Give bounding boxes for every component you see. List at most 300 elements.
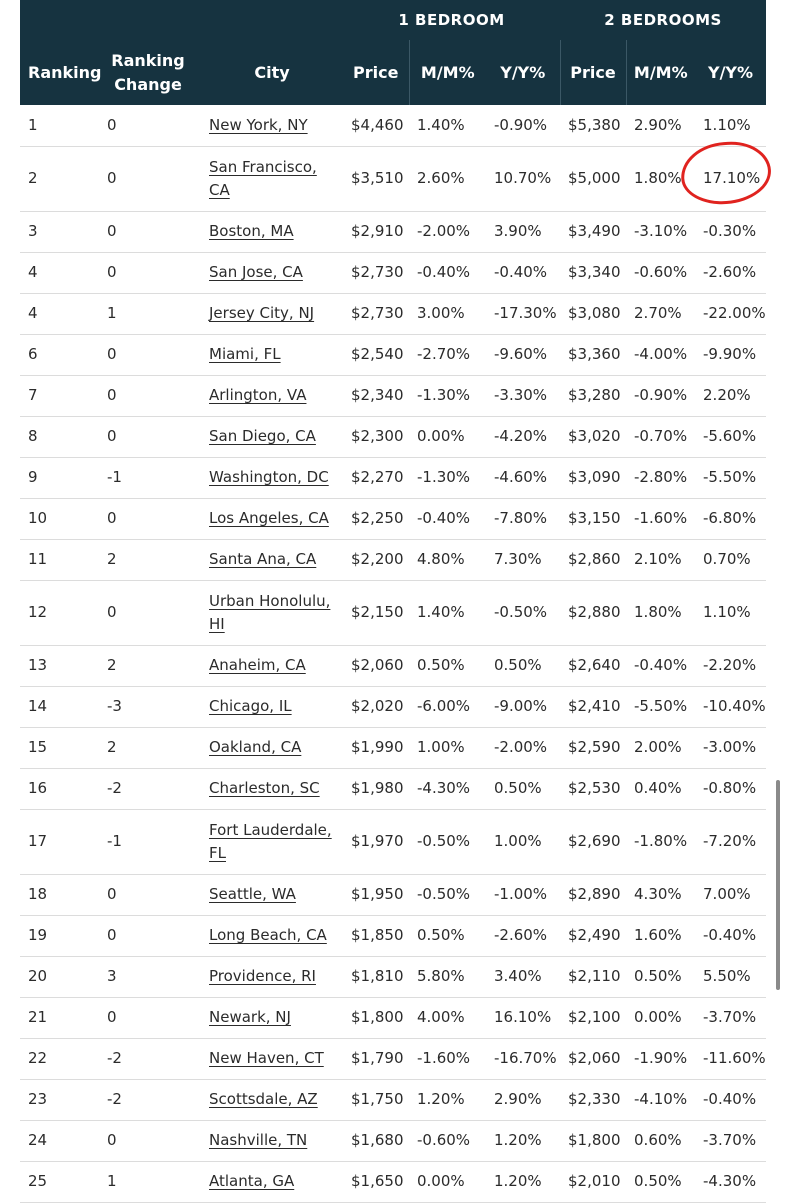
ranking-cell: 16 (20, 768, 95, 809)
price-2br-cell: $2,110 (560, 956, 626, 997)
table-row (20, 809, 766, 874)
table-row (20, 416, 766, 457)
ranking-change-cell: 0 (95, 416, 201, 457)
city-link[interactable]: Oakland, CA (209, 738, 302, 756)
city-cell (201, 293, 343, 334)
price-1br-cell: $2,540 (343, 334, 409, 375)
ranking-change-cell: -1 (95, 457, 201, 498)
mm-2br-cell: -3.10% (626, 211, 695, 252)
mm-2br-cell: 1.80% (626, 580, 695, 645)
city-cell (201, 686, 343, 727)
table-row (20, 1161, 766, 1202)
ranking-change-cell: -2 (95, 768, 201, 809)
ranking-cell: 2 (20, 146, 95, 211)
ranking-change-cell: 0 (95, 580, 201, 645)
city-link[interactable]: Nashville, TN (209, 1131, 308, 1149)
yy-2br-value: -3.70% (703, 1131, 757, 1149)
city-link[interactable]: Charleston, SC (209, 779, 320, 797)
price-2br-cell: $3,090 (560, 457, 626, 498)
city-cell (201, 1120, 343, 1161)
yy-2br-cell (695, 539, 766, 580)
city-cell (201, 416, 343, 457)
yy-2br-value: -10.40% (703, 697, 766, 715)
price-1br-cell: $1,650 (343, 1161, 409, 1202)
mm-1br-cell: -1.30% (409, 375, 486, 416)
city-cell (201, 375, 343, 416)
ranking-change-cell: 3 (95, 956, 201, 997)
table-row (20, 915, 766, 956)
mm-1br-cell: 0.50% (409, 915, 486, 956)
yy-1br-cell: 0.50% (486, 645, 560, 686)
yy-2br-cell (695, 997, 766, 1038)
ranking-change-cell: 2 (95, 645, 201, 686)
city-cell (201, 915, 343, 956)
price-1br-cell: $1,980 (343, 768, 409, 809)
city-cell (201, 1161, 343, 1202)
yy-2br-value: 1.10% (703, 603, 751, 621)
price-1br-cell: $2,020 (343, 686, 409, 727)
table-row (20, 293, 766, 334)
mm-2br-cell: -0.70% (626, 416, 695, 457)
ranking-cell: 3 (20, 211, 95, 252)
ranking-change-cell: -2 (95, 1038, 201, 1079)
price-2br-cell: $3,020 (560, 416, 626, 457)
rent-ranking-table-container (20, 0, 766, 1203)
city-link[interactable]: San Diego, CA (209, 427, 316, 445)
yy-1br-cell: 3.40% (486, 956, 560, 997)
column-header-ranking[interactable]: Ranking (20, 40, 95, 105)
yy-1br-cell: 16.10% (486, 997, 560, 1038)
price-1br-cell: $2,250 (343, 498, 409, 539)
ranking-cell: 25 (20, 1161, 95, 1202)
mm-1br-cell: 0.50% (409, 645, 486, 686)
city-link[interactable]: Arlington, VA (209, 386, 307, 404)
yy-1br-cell: -1.00% (486, 874, 560, 915)
city-link[interactable]: Boston, MA (209, 222, 294, 240)
price-1br-cell: $1,810 (343, 956, 409, 997)
vertical-scrollbar-thumb[interactable] (776, 780, 780, 990)
column-header-mm-1br[interactable]: M/M% (409, 40, 486, 105)
mm-1br-cell: -1.30% (409, 457, 486, 498)
price-2br-cell: $3,340 (560, 252, 626, 293)
price-1br-cell: $1,750 (343, 1079, 409, 1120)
price-1br-cell: $4,460 (343, 105, 409, 146)
city-link[interactable]: Scottsdale, AZ (209, 1090, 318, 1108)
table-row (20, 580, 766, 645)
yy-2br-cell (695, 211, 766, 252)
city-link[interactable]: New Haven, CT (209, 1049, 324, 1067)
yy-1br-cell: -17.30% (486, 293, 560, 334)
ranking-cell: 21 (20, 997, 95, 1038)
table-row (20, 211, 766, 252)
city-link[interactable]: Seattle, WA (209, 885, 296, 903)
price-2br-cell: $2,010 (560, 1161, 626, 1202)
price-1br-cell: $2,910 (343, 211, 409, 252)
ranking-cell: 4 (20, 293, 95, 334)
ranking-change-cell: 0 (95, 105, 201, 146)
yy-2br-cell (695, 645, 766, 686)
mm-2br-cell: 2.00% (626, 727, 695, 768)
price-1br-cell: $1,970 (343, 809, 409, 874)
mm-1br-cell: 1.40% (409, 105, 486, 146)
city-link[interactable]: Providence, RI (209, 967, 316, 985)
yy-2br-cell (695, 809, 766, 874)
city-cell (201, 727, 343, 768)
ranking-change-cell: 2 (95, 727, 201, 768)
table-row (20, 334, 766, 375)
price-2br-cell: $2,890 (560, 874, 626, 915)
yy-2br-value: -6.80% (703, 509, 757, 527)
header-group-1-bedroom: 1 BEDROOM (343, 0, 560, 40)
city-cell (201, 645, 343, 686)
yy-2br-cell (695, 146, 766, 211)
table-row (20, 1079, 766, 1120)
ranking-change-cell: 0 (95, 498, 201, 539)
column-header-yy-2br[interactable]: Y/Y% (695, 40, 766, 105)
yy-2br-value: -11.60% (703, 1049, 766, 1067)
city-cell (201, 809, 343, 874)
price-2br-cell: $2,410 (560, 686, 626, 727)
ranking-cell: 8 (20, 416, 95, 457)
ranking-cell: 9 (20, 457, 95, 498)
yy-1br-cell: -0.90% (486, 105, 560, 146)
mm-2br-cell: 0.40% (626, 768, 695, 809)
city-link[interactable]: San Jose, CA (209, 263, 303, 281)
ranking-cell: 18 (20, 874, 95, 915)
yy-1br-cell: -4.60% (486, 457, 560, 498)
ranking-change-cell: 0 (95, 915, 201, 956)
ranking-cell: 7 (20, 375, 95, 416)
yy-1br-cell: -2.00% (486, 727, 560, 768)
yy-2br-value: 7.00% (703, 885, 751, 903)
yy-2br-cell (695, 375, 766, 416)
city-link[interactable]: Newark, NJ (209, 1008, 291, 1026)
yy-2br-value: -2.60% (703, 263, 757, 281)
yy-2br-cell (695, 874, 766, 915)
table-row (20, 727, 766, 768)
yy-1br-cell: 2.90% (486, 1079, 560, 1120)
city-link[interactable]: Los Angeles, CA (209, 509, 329, 527)
mm-1br-cell: -0.60% (409, 1120, 486, 1161)
price-2br-cell: $2,330 (560, 1079, 626, 1120)
mm-2br-cell: -5.50% (626, 686, 695, 727)
price-2br-cell: $2,690 (560, 809, 626, 874)
table-row (20, 997, 766, 1038)
mm-1br-cell: -4.30% (409, 768, 486, 809)
city-cell (201, 997, 343, 1038)
mm-2br-cell: -1.90% (626, 1038, 695, 1079)
city-link[interactable]: New York, NY (209, 115, 308, 134)
price-2br-cell: $2,100 (560, 997, 626, 1038)
ranking-cell: 24 (20, 1120, 95, 1161)
mm-2br-cell: -4.00% (626, 334, 695, 375)
ranking-change-cell: 0 (95, 211, 201, 252)
city-link[interactable]: Jersey City, NJ (209, 304, 315, 322)
column-header-yy-1br[interactable]: Y/Y% (486, 40, 560, 105)
yy-1br-cell: -0.40% (486, 252, 560, 293)
price-2br-cell: $2,640 (560, 645, 626, 686)
price-2br-cell: $2,880 (560, 580, 626, 645)
mm-1br-cell: -2.70% (409, 334, 486, 375)
city-link[interactable]: Washington, DC (209, 468, 329, 486)
yy-2br-value: 17.10% (703, 169, 760, 187)
yy-2br-value: -0.30% (703, 222, 757, 240)
yy-1br-cell: 1.20% (486, 1161, 560, 1202)
price-2br-cell: $2,590 (560, 727, 626, 768)
mm-2br-cell: -1.80% (626, 809, 695, 874)
mm-2br-cell: 1.80% (626, 146, 695, 211)
mm-1br-cell: 5.80% (409, 956, 486, 997)
yy-2br-value: -0.40% (703, 926, 757, 944)
mm-2br-cell: -4.10% (626, 1079, 695, 1120)
ranking-cell: 11 (20, 539, 95, 580)
yy-1br-cell: 1.00% (486, 809, 560, 874)
mm-1br-cell: -0.40% (409, 252, 486, 293)
mm-1br-cell: 1.40% (409, 580, 486, 645)
ranking-change-cell: -2 (95, 1079, 201, 1120)
city-cell (201, 498, 343, 539)
yy-2br-cell (695, 768, 766, 809)
table-row (20, 457, 766, 498)
yy-1br-cell: -0.50% (486, 580, 560, 645)
city-link[interactable]: Long Beach, CA (209, 926, 327, 944)
table-row (20, 146, 766, 211)
city-cell (201, 457, 343, 498)
mm-2br-cell: -0.40% (626, 645, 695, 686)
city-cell (201, 146, 343, 211)
yy-1br-cell: -3.30% (486, 375, 560, 416)
table-body (20, 105, 766, 1202)
ranking-cell: 15 (20, 727, 95, 768)
yy-2br-cell (695, 686, 766, 727)
yy-2br-value: -2.20% (703, 656, 757, 674)
ranking-cell: 23 (20, 1079, 95, 1120)
table-row (20, 105, 766, 146)
table-row (20, 686, 766, 727)
table-row (20, 874, 766, 915)
column-header-ranking-change[interactable]: Ranking Change (95, 40, 201, 105)
yy-2br-value: -3.00% (703, 738, 757, 756)
city-cell (201, 211, 343, 252)
yy-2br-cell (695, 105, 766, 146)
city-cell (201, 105, 343, 146)
ranking-change-cell: 1 (95, 293, 201, 334)
yy-2br-value: -4.30% (703, 1172, 757, 1190)
yy-1br-cell: -16.70% (486, 1038, 560, 1079)
city-link[interactable]: San Francisco, CA (209, 157, 317, 199)
mm-1br-cell: -0.50% (409, 809, 486, 874)
yy-2br-value: 0.70% (703, 550, 751, 568)
table-row (20, 768, 766, 809)
price-1br-cell: $1,680 (343, 1120, 409, 1161)
yy-2br-value: -0.40% (703, 1090, 757, 1108)
mm-2br-cell: 4.30% (626, 874, 695, 915)
price-2br-cell: $2,060 (560, 1038, 626, 1079)
rent-ranking-table (20, 0, 766, 1203)
city-link[interactable]: Atlanta, GA (209, 1172, 295, 1190)
header-group-2-bedrooms: 2 BEDROOMS (560, 0, 766, 40)
mm-1br-cell: 4.00% (409, 997, 486, 1038)
mm-1br-cell: -1.60% (409, 1038, 486, 1079)
yy-2br-cell (695, 293, 766, 334)
mm-2br-cell: 0.50% (626, 956, 695, 997)
yy-2br-cell (695, 1120, 766, 1161)
city-cell (201, 252, 343, 293)
ranking-change-cell: 0 (95, 146, 201, 211)
table-row (20, 498, 766, 539)
price-1br-cell: $1,790 (343, 1038, 409, 1079)
table-row (20, 539, 766, 580)
price-2br-cell: $5,380 (560, 105, 626, 146)
price-2br-cell: $2,530 (560, 768, 626, 809)
ranking-cell: 14 (20, 686, 95, 727)
yy-2br-value: -3.70% (703, 1008, 757, 1026)
price-2br-cell: $3,490 (560, 211, 626, 252)
column-header-city[interactable]: City (201, 40, 343, 105)
price-2br-cell: $2,860 (560, 539, 626, 580)
price-2br-cell: $3,360 (560, 334, 626, 375)
mm-2br-cell: -1.60% (626, 498, 695, 539)
price-1br-cell: $2,200 (343, 539, 409, 580)
mm-2br-cell: 2.10% (626, 539, 695, 580)
price-1br-cell: $1,950 (343, 874, 409, 915)
ranking-change-cell: 0 (95, 334, 201, 375)
mm-2br-cell: 2.70% (626, 293, 695, 334)
ranking-cell: 12 (20, 580, 95, 645)
yy-1br-cell: 0.50% (486, 768, 560, 809)
city-link[interactable]: Urban Honolulu, HI (209, 591, 331, 633)
mm-2br-cell: -2.80% (626, 457, 695, 498)
mm-1br-cell: -0.40% (409, 498, 486, 539)
ranking-cell: 6 (20, 334, 95, 375)
price-2br-cell: $3,280 (560, 375, 626, 416)
city-link[interactable]: Fort Lauderdale, FL (209, 820, 332, 862)
yy-2br-cell (695, 580, 766, 645)
yy-1br-cell: 7.30% (486, 539, 560, 580)
ranking-cell: 13 (20, 645, 95, 686)
price-2br-cell: $2,490 (560, 915, 626, 956)
header-column-row (20, 40, 766, 105)
yy-2br-cell (695, 334, 766, 375)
mm-1br-cell: 1.20% (409, 1079, 486, 1120)
yy-1br-cell: 1.20% (486, 1120, 560, 1161)
city-cell (201, 539, 343, 580)
yy-1br-cell: -4.20% (486, 416, 560, 457)
city-link[interactable]: Chicago, IL (209, 697, 292, 715)
ranking-cell: 1 (20, 105, 95, 146)
city-cell (201, 956, 343, 997)
price-1br-cell: $2,060 (343, 645, 409, 686)
mm-2br-cell: 0.00% (626, 997, 695, 1038)
header-group-row (20, 0, 766, 40)
ranking-cell: 19 (20, 915, 95, 956)
yy-2br-cell (695, 1161, 766, 1202)
table-row (20, 375, 766, 416)
header-group-spacer (20, 0, 343, 40)
mm-2br-cell: 2.90% (626, 105, 695, 146)
ranking-change-cell: -3 (95, 686, 201, 727)
yy-2br-value: 5.50% (703, 967, 751, 985)
ranking-cell: 20 (20, 956, 95, 997)
mm-2br-cell: 0.50% (626, 1161, 695, 1202)
table-row (20, 252, 766, 293)
yy-2br-cell (695, 457, 766, 498)
yy-2br-value: -7.20% (703, 832, 757, 850)
mm-1br-cell: -6.00% (409, 686, 486, 727)
city-link[interactable]: Santa Ana, CA (209, 550, 317, 568)
yy-1br-cell: 10.70% (486, 146, 560, 211)
ranking-cell: 10 (20, 498, 95, 539)
city-link[interactable]: Anaheim, CA (209, 656, 306, 674)
city-cell (201, 768, 343, 809)
price-1br-cell: $2,300 (343, 416, 409, 457)
yy-2br-value: 2.20% (703, 386, 751, 404)
price-1br-cell: $1,990 (343, 727, 409, 768)
mm-2br-cell: -0.60% (626, 252, 695, 293)
yy-2br-value: -5.60% (703, 427, 757, 445)
yy-1br-cell: -7.80% (486, 498, 560, 539)
price-1br-cell: $2,150 (343, 580, 409, 645)
yy-2br-cell (695, 727, 766, 768)
price-2br-cell: $3,080 (560, 293, 626, 334)
yy-2br-value: 1.10% (703, 115, 751, 134)
ranking-change-cell: 0 (95, 375, 201, 416)
yy-2br-value: -5.50% (703, 468, 757, 486)
city-cell (201, 1079, 343, 1120)
ranking-cell: 22 (20, 1038, 95, 1079)
yy-1br-cell: -9.60% (486, 334, 560, 375)
yy-2br-value: -9.90% (703, 345, 757, 363)
yy-2br-cell (695, 1079, 766, 1120)
column-header-price-2br[interactable]: Price (560, 40, 626, 105)
ranking-change-cell: 0 (95, 1120, 201, 1161)
mm-1br-cell: -0.50% (409, 874, 486, 915)
ranking-cell: 17 (20, 809, 95, 874)
mm-1br-cell: 4.80% (409, 539, 486, 580)
mm-1br-cell: 0.00% (409, 1161, 486, 1202)
yy-2br-cell (695, 956, 766, 997)
price-1br-cell: $1,850 (343, 915, 409, 956)
column-header-price-1br[interactable]: Price (343, 40, 409, 105)
yy-2br-cell (695, 498, 766, 539)
price-2br-cell: $3,150 (560, 498, 626, 539)
price-2br-cell: $1,800 (560, 1120, 626, 1161)
city-cell (201, 1038, 343, 1079)
table-row (20, 1038, 766, 1079)
column-header-mm-2br[interactable]: M/M% (626, 40, 695, 105)
ranking-change-cell: 0 (95, 874, 201, 915)
mm-2br-cell: 1.60% (626, 915, 695, 956)
yy-2br-value: -0.80% (703, 779, 757, 797)
price-1br-cell: $2,340 (343, 375, 409, 416)
yy-1br-cell: 3.90% (486, 211, 560, 252)
mm-2br-cell: 0.60% (626, 1120, 695, 1161)
ranking-change-cell: 2 (95, 539, 201, 580)
mm-1br-cell: 1.00% (409, 727, 486, 768)
table-header (20, 0, 766, 105)
table-row (20, 645, 766, 686)
price-1br-cell: $1,800 (343, 997, 409, 1038)
mm-1br-cell: 0.00% (409, 416, 486, 457)
mm-1br-cell: -2.00% (409, 211, 486, 252)
yy-1br-cell: -9.00% (486, 686, 560, 727)
city-cell (201, 874, 343, 915)
price-1br-cell: $2,730 (343, 293, 409, 334)
mm-1br-cell: 2.60% (409, 146, 486, 211)
yy-2br-cell (695, 1038, 766, 1079)
city-link[interactable]: Miami, FL (209, 345, 281, 363)
table-row (20, 956, 766, 997)
